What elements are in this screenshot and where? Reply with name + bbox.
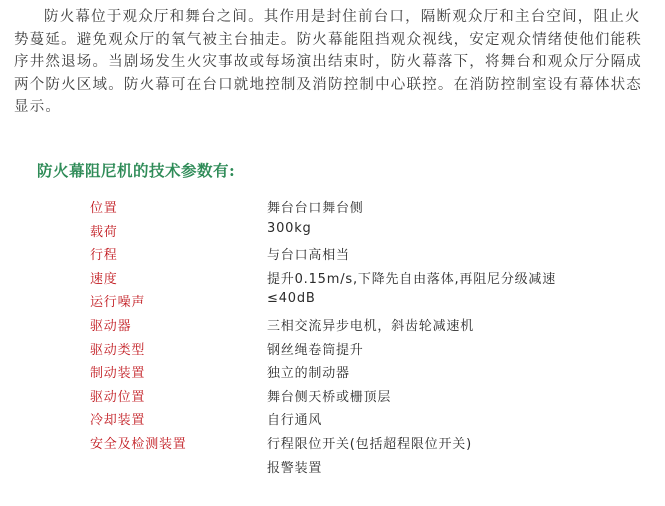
param-row xyxy=(90,242,650,266)
param-value: 300kg xyxy=(267,220,312,236)
param-label: 驱动位置 xyxy=(90,389,146,405)
param-row-continuation xyxy=(90,455,650,479)
param-value: 舞台台口舞台侧 xyxy=(267,201,364,216)
param-label: 位置 xyxy=(90,201,118,216)
param-row xyxy=(90,289,650,313)
param-label: 行程 xyxy=(90,248,118,264)
param-value: 三相交流异步电机，斜齿轮减速机 xyxy=(267,318,475,334)
param-row xyxy=(90,360,650,384)
param-row xyxy=(90,219,650,243)
param-label: 载荷 xyxy=(90,224,118,240)
param-row xyxy=(90,384,650,408)
param-value: 提升0.15m/s,下降先自由落体,再阻尼分级减速 xyxy=(267,271,557,287)
param-row xyxy=(90,431,650,455)
param-value: 独立的制动器 xyxy=(267,366,350,382)
param-label: 驱动类型 xyxy=(90,342,146,358)
param-value: 钢丝绳卷筒提升 xyxy=(267,342,364,358)
param-row xyxy=(90,313,650,337)
param-label: 制动装置 xyxy=(90,366,146,382)
param-row xyxy=(90,266,650,290)
params-table xyxy=(90,195,650,478)
param-row xyxy=(90,195,650,219)
param-value: 与台口高相当 xyxy=(267,248,350,264)
param-value: 舞台侧天桥或栅顶层 xyxy=(267,389,392,405)
param-value: 行程限位开关(包括超程限位开关) xyxy=(267,436,472,452)
section-title: 防火幕阻尼机的技术参数有: xyxy=(37,161,236,180)
param-label: 安全及检测装置 xyxy=(90,436,187,452)
param-value-continuation: 报警装置 xyxy=(267,460,323,476)
param-label: 冷却装置 xyxy=(90,413,146,429)
param-label: 运行噪声 xyxy=(90,295,146,311)
param-row xyxy=(90,337,650,361)
param-label: 速度 xyxy=(90,271,118,287)
intro-paragraph: 防火幕位于观众厅和舞台之间。其作用是封住前台口，隔断观众厅和主台空间，阻止火势蔓延。避免观众厅的氧气被主台抽走。防火幕能阻挡观众视线，安定观众情绪使他们能秩序井然退场。当剧场发生火灾事故或每场演出结束时，防火幕落下，将舞台和观众厅分隔成两个防火区域。防火幕可在台口就地控制及消防控制中心联控。在消防控制室设有幕体状态显示。 xyxy=(14,9,642,116)
param-value: ≤40dB xyxy=(267,291,316,307)
param-value: 自行通风 xyxy=(267,413,323,429)
param-label: 驱动器 xyxy=(90,318,132,334)
param-row xyxy=(90,407,650,431)
